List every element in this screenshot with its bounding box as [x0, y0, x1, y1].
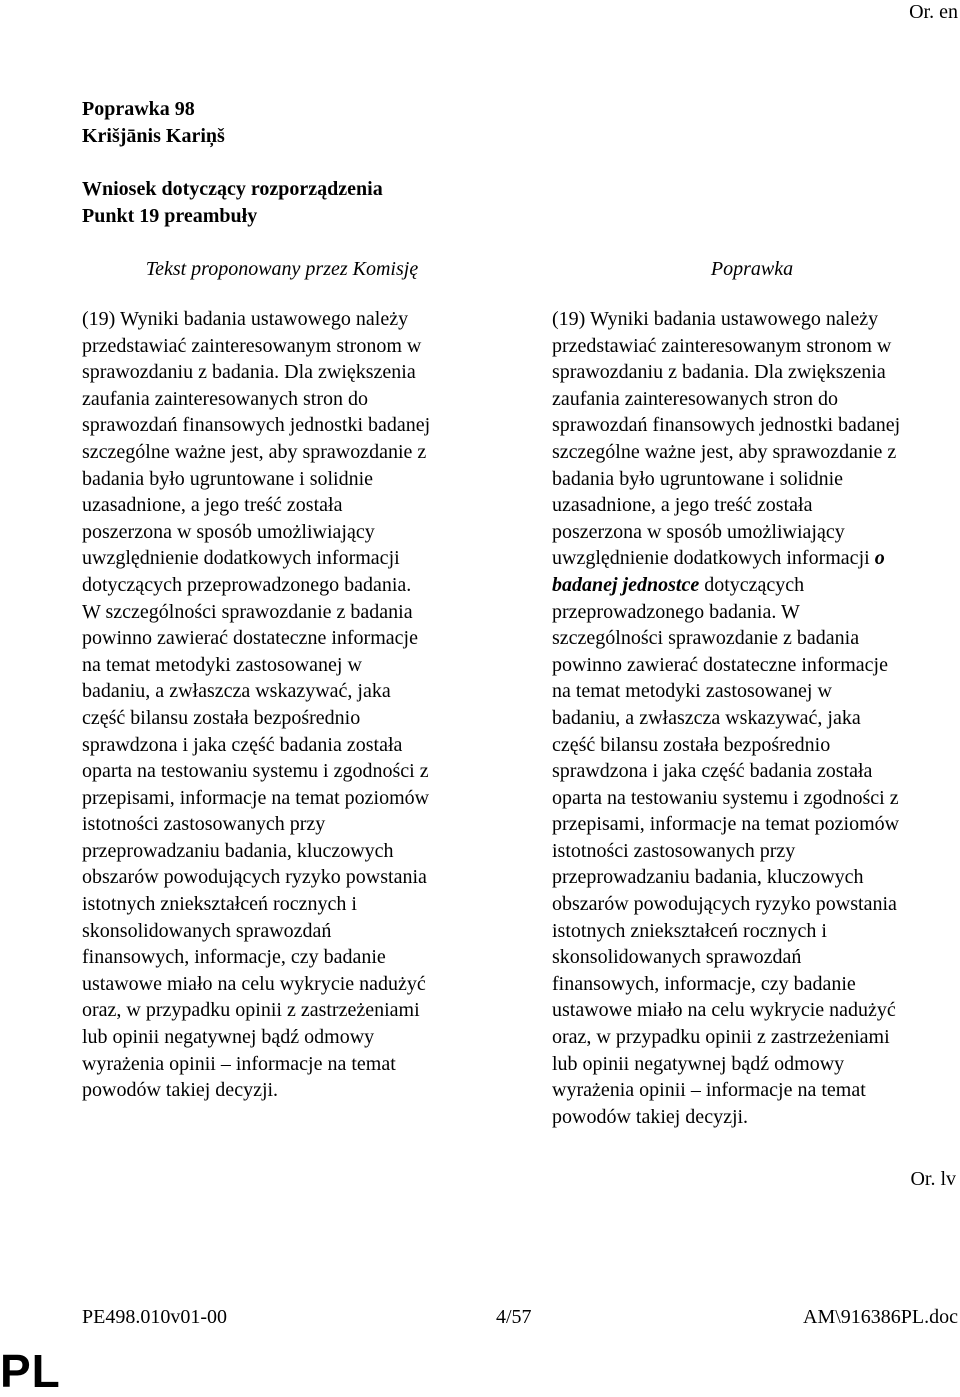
commission-text-line: przedstawiać zainteresowanym stronom w [82, 334, 422, 357]
commission-text-line: uzasadnione, a jego treść została [82, 494, 343, 517]
amendment-text-line: sprawdzona i jaka część badania została [552, 760, 873, 783]
commission-text-line: badania było ugruntowane i solidnie [82, 467, 374, 490]
amendment-text-fragment: dotyczących [699, 573, 805, 596]
commission-text-line: poszerzona w sposób umożliwiający [82, 520, 375, 543]
commission-text-line: oparta na testowaniu systemu i zgodności z [82, 760, 429, 783]
commission-text-column [82, 306, 492, 1104]
commission-text-line: przepisami, informacje na temat poziomów [82, 786, 430, 809]
commission-text-line: W szczególności sprawozdanie z badania [82, 600, 413, 623]
commission-text-line: oraz, w przypadku opinii z zastrzeżeniami [82, 999, 420, 1022]
amendment-text-line: oraz, w przypadku opinii z zastrzeżeniami [552, 1026, 890, 1049]
commission-text-line: ustawowe miało na celu wykrycie nadużyć [82, 972, 426, 995]
amendment-text-line: powinno zawierać dostateczne informacje [552, 653, 888, 676]
commission-text-line: sprawozdań finansowych jednostki badanej [82, 414, 431, 437]
page-footer [82, 1304, 958, 1330]
footer-file-name: AM\916386PL.doc [803, 1306, 958, 1328]
amendment-header [82, 96, 383, 230]
footer-page-number: 4/57 [496, 1306, 532, 1328]
commission-text-line: finansowych, informacje, czy badanie [82, 946, 386, 969]
amendment-text-line: obszarów powodujących ryzyko powstania [552, 893, 897, 916]
commission-text-line: szczególne ważne jest, aby sprawozdanie z [82, 440, 427, 463]
amendment-text-fragment: uwzględnienie dodatkowych informacji [552, 547, 875, 570]
amendment-text-line: przepisami, informacje na temat poziomów [552, 813, 900, 836]
amendment-text-line: badania było ugruntowane i solidnie [552, 467, 844, 490]
amendment-inserted-text: o [874, 547, 885, 570]
commission-text-line: przeprowadzaniu badania, kluczowych [82, 839, 394, 862]
commission-text-line: powinno zawierać dostateczne informacje [82, 627, 418, 650]
amendment-number: Poprawka 98 [82, 98, 195, 120]
amendment-text-line: lub opinii negatywnej bądź odmowy [552, 1052, 845, 1075]
amendment-inserted-text: badanej jednostce [552, 573, 700, 596]
original-language-top: Or. en [909, 1, 958, 23]
commission-text-line: istotnych zniekształceń rocznych i [82, 893, 357, 916]
amendment-text-line: przeprowadzonego badania. W [552, 600, 800, 623]
amendment-text-line: ustawowe miało na celu wykrycie nadużyć [552, 999, 896, 1022]
commission-text-line: na temat metodyki zastosowanej w [82, 653, 362, 676]
commission-text-line: dotyczących przeprowadzonego badania. [82, 573, 412, 596]
amendment-text-line: zaufania zainteresowanych stron do [552, 387, 838, 410]
commission-text-line: skonsolidowanych sprawozdań [82, 919, 332, 942]
proposal-title: Wniosek dotyczący rozporządzenia [82, 178, 383, 200]
commission-text-line: zaufania zainteresowanych stron do [82, 387, 368, 410]
amendment-text-line: sprawozdań finansowych jednostki badanej [552, 414, 901, 437]
amendment-text-line: część bilansu została bezpośrednio [552, 733, 831, 756]
amendment-text-line: oparta na testowaniu systemu i zgodności z [552, 786, 899, 809]
commission-text-line: istotności zastosowanych przy [82, 813, 326, 836]
commission-text-line: (19) Wyniki badania ustawowego należy [82, 308, 409, 330]
amendment-heading: Poprawka [710, 258, 794, 280]
amendment-text-line: szczególności sprawozdanie z badania [552, 627, 860, 650]
commission-text-line: uwzględnienie dodatkowych informacji [82, 547, 400, 570]
amendment-text-line: szczególne ważne jest, aby sprawozdanie z [552, 440, 897, 463]
amendment-text-line: przedstawiać zainteresowanym stronom w [552, 334, 892, 357]
commission-text-line: powodów takiej decyzji. [82, 1079, 279, 1102]
commission-text-line: część bilansu została bezpośrednio [82, 706, 361, 729]
amendment-text-line: istotnych zniekształceń rocznych i [552, 919, 827, 942]
amendment-text-line: przeprowadzaniu badania, kluczowych [552, 866, 864, 889]
amendment-text-line [552, 572, 960, 599]
amendment-text-line: uzasadnione, a jego treść została [552, 494, 813, 517]
original-language-bottom: Or. lv [910, 1168, 956, 1190]
commission-text-line: lub opinii negatywnej bądź odmowy [82, 1026, 375, 1049]
recital-point: Punkt 19 preambuły [82, 205, 258, 227]
commission-text-line: sprawozdaniu z badania. Dla zwiększenia [82, 361, 416, 384]
amendment-text-line: poszerzona w sposób umożliwiający [552, 520, 845, 543]
language-code: PL [0, 1345, 61, 1397]
amendment-text-line: (19) Wyniki badania ustawowego należy [552, 308, 879, 330]
commission-text-line: wyrażenia opinii – informacje na temat [82, 1052, 396, 1075]
amendment-text-line: wyrażenia opinii – informacje na temat [552, 1079, 866, 1102]
footer-doc-ref: PE498.010v01-00 [82, 1306, 227, 1328]
amendment-text-line: badaniu, a zwłaszcza wskazywać, jaka [552, 706, 861, 729]
amendment-author: Krišjānis Kariņš [82, 125, 225, 147]
amendment-text-column [552, 306, 960, 1130]
commission-text-line: obszarów powodujących ryzyko powstania [82, 866, 427, 889]
amendment-text-line: istotności zastosowanych przy [552, 839, 796, 862]
commission-text-heading: Tekst proponowany przez Komisję [145, 258, 419, 280]
amendment-text-line: powodów takiej decyzji. [552, 1105, 749, 1128]
amendment-text-line: na temat metodyki zastosowanej w [552, 680, 832, 703]
amendment-text-line: finansowych, informacje, czy badanie [552, 972, 856, 995]
amendment-text-line: sprawozdaniu z badania. Dla zwiększenia [552, 361, 886, 384]
commission-text-line: badaniu, a zwłaszcza wskazywać, jaka [82, 680, 391, 703]
amendment-text-line [552, 545, 960, 572]
amendment-text-line: skonsolidowanych sprawozdań [552, 946, 802, 969]
commission-text-line: sprawdzona i jaka część badania została [82, 733, 403, 756]
